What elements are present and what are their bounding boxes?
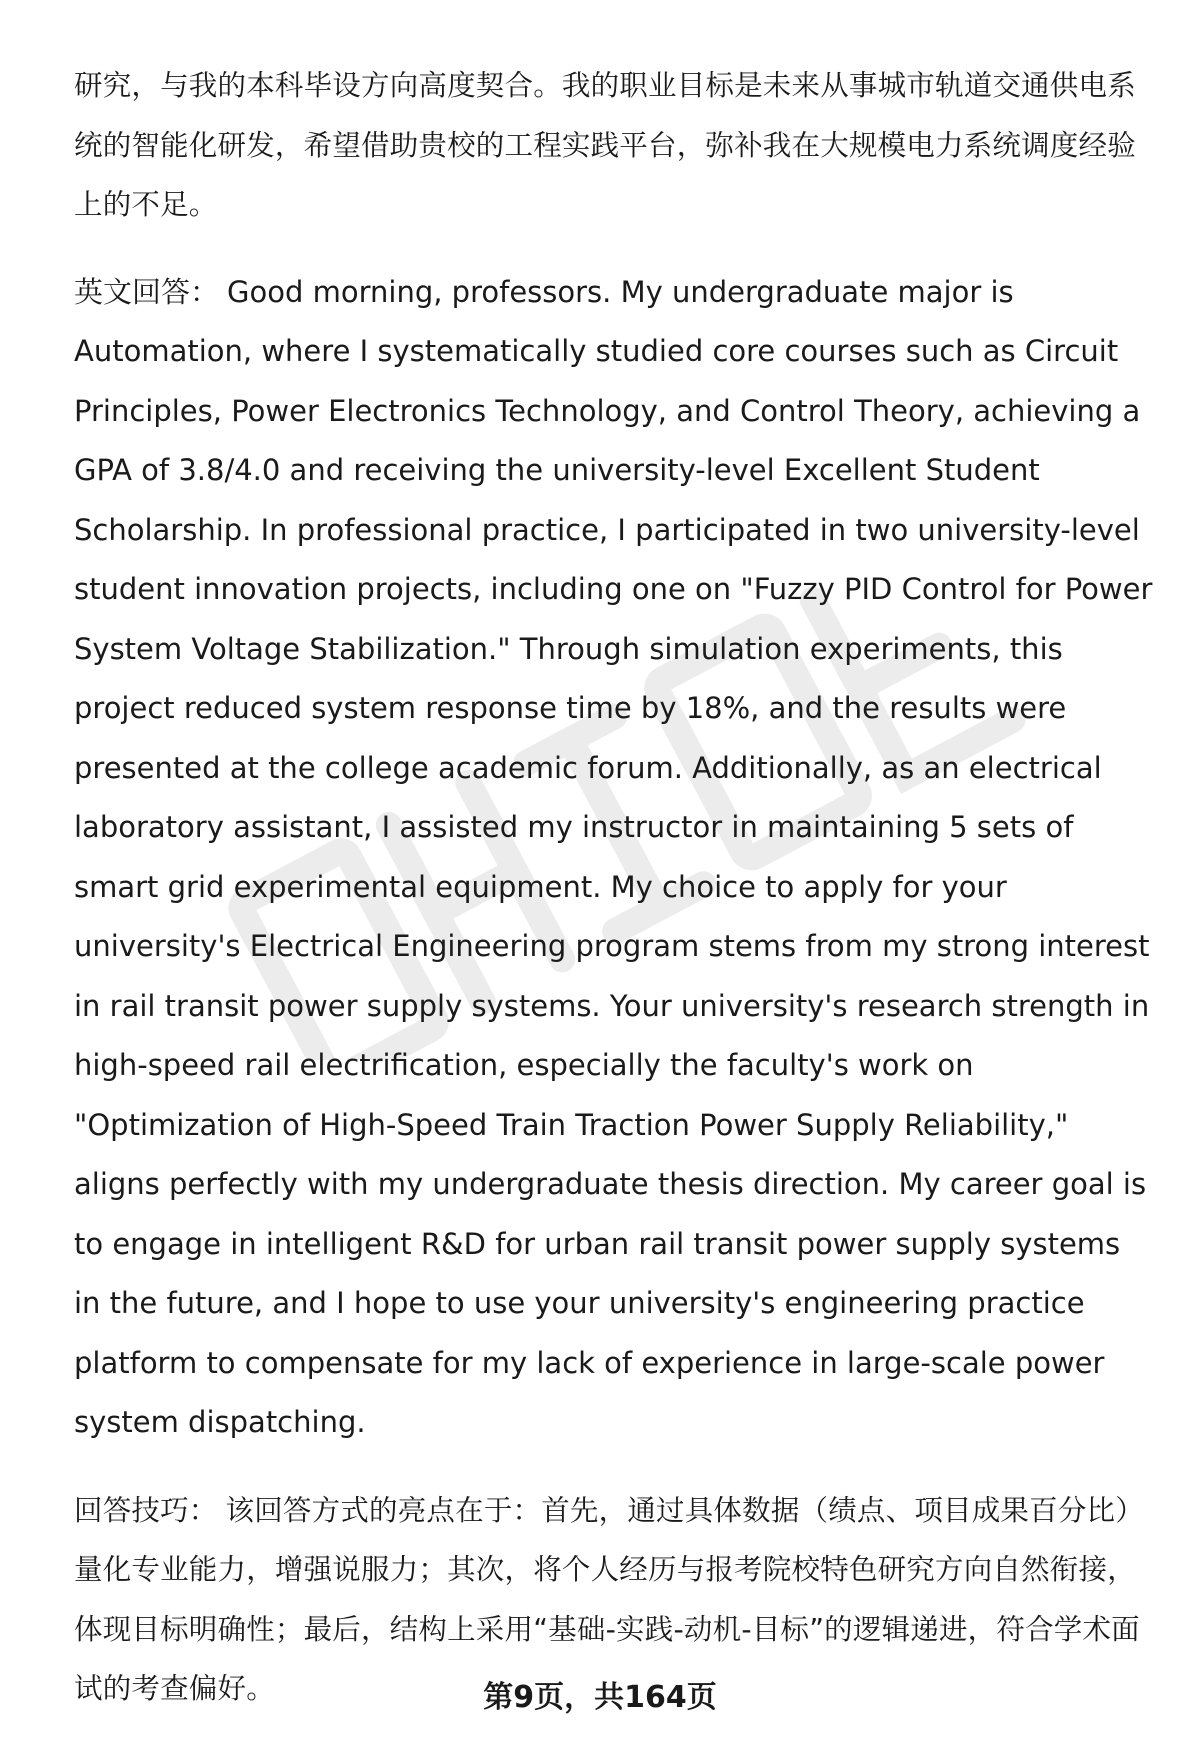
continuation-paragraph: 研究，与我的本科毕设方向高度契合。我的职业目标是未来从事城市轨道交通供电系统的智能化研发，希望借助贵校的工程实践平台，弥补我在大规模电力系统调度经验上的不足。 — [74, 69, 1136, 221]
page-number-footer: 第9页，共164页 — [483, 1680, 717, 1715]
english-answer-label: 英文回答： — [74, 274, 220, 309]
document-content — [74, 56, 1154, 1719]
answer-tips-text: 该回答方式的亮点在于：首先，通过具体数据（绩点、项目成果百分比）量化专业能力，增强说服力；其次，将个人经历与报考院校特色研究方向自然衔接，体现目标明确性；最后，结构上采用“基础-实践-动机-目标”的逻辑递进，符合学术面试的考查偏好。 — [74, 1493, 1144, 1705]
english-answer-text: Good morning, professors. My undergraduate major is Automation, where I systematically studied core courses such as Circuit Principles, Power Electronics Technology, and Control Theory, achieving a GPA of 3.8/4.0 and receiving the university-level Excellent Student Scholarship. In professional practice, I participated in two university-level student innovation projects, including one on "Fuzzy PID Control for Power System Voltage Stabilization." Through simulation experiments, this project reduced system response time by 18%, and the results were presented at the college academic forum. Additionally, as an electrical laboratory assistant, I assisted my instructor in maintaining 5 sets of smart grid experimental equipment. My choice to apply for your university's Electrical Engineering program stems from my strong interest in rail transit power supply systems. Your university's research strength in high-speed rail electrification, especially the faculty's work on "Optimization of High-Speed Train Traction Power Supply Reliability," aligns perfectly with my undergraduate thesis direction. My career goal is to engage in intelligent R&D for urban rail transit power supply systems in the future, and I hope to use your university's engineering practice platform to compensate for my lack of experience in large-scale power system dispatching. — [74, 274, 1153, 1439]
answer-tips-label: 回答技巧： — [74, 1493, 218, 1527]
english-answer-paragraph — [74, 263, 1154, 1453]
